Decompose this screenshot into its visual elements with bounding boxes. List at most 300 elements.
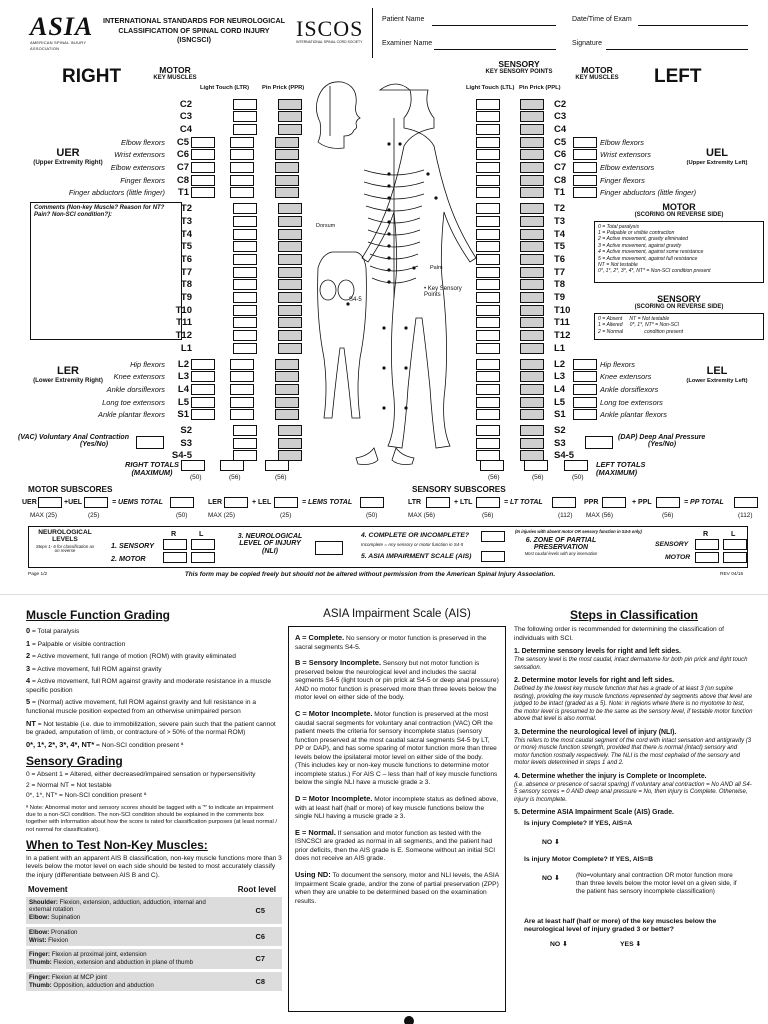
muscle-grade-item [26,639,282,650]
muscle-grade-text: = Palpable or visible contraction [30,640,126,648]
ais-box[interactable] [481,551,505,562]
left-motor-total-box[interactable] [564,460,588,471]
left-pin-prick-box[interactable] [520,216,544,227]
left-pp-total-box[interactable] [524,460,548,471]
right-light-touch-box[interactable] [233,267,257,278]
right-light-touch-box[interactable] [233,203,257,214]
left-row-t12 [476,330,573,342]
right-light-touch-box[interactable] [233,216,257,227]
left-row-s2 [476,425,573,437]
steps-title: Steps in Classification [569,608,699,622]
header-divider [372,8,373,58]
muscle-grade-key: 5 [26,697,31,707]
right-row-c2 [60,98,302,110]
classification-step [514,677,754,723]
ais-grade-key: E = Normal. [295,827,336,837]
muscle-grade-key: 3 [26,663,31,673]
movement-joint: Thumb: [29,981,52,989]
left-row-l4 [476,383,658,395]
lel-label: LEL (Lower Extremity Left) [686,365,748,384]
left-pin-prick-box[interactable] [520,330,544,341]
lel-subscore-box[interactable] [274,497,298,508]
vac-box[interactable] [136,436,164,449]
right-level-label: L2 [177,358,189,370]
muscle-grade-text: = Active movement, full range of motion (ROM) with gravity eliminated [30,653,236,661]
ler-label: LER (Lower Extremity Right) [33,365,103,384]
ais-grade-text: No sensory or motor function is preserved in the sacral segments S4-5. [295,635,487,651]
right-muscle-label: Finger abductors (little finger) [68,188,165,198]
right-light-touch-box[interactable] [233,254,257,265]
left-pin-prick-box[interactable] [520,267,544,278]
right-level-label: S3 [180,437,192,449]
classification-panel [28,526,748,568]
muscle-grade-key: 2 [26,651,31,661]
right-motor-score-box[interactable] [191,359,215,370]
motor-legend-item: 0 = Total paralysis [598,223,640,230]
movement-table-row [26,897,282,924]
right-muscle-label: Wrist extensors [114,150,165,160]
right-row-l1 [60,342,302,354]
left-level-label: T12 [554,330,571,342]
movement-desc: Flexion at MCP joint [49,973,107,981]
left-row-t7 [476,266,573,278]
step-heading: 4. Determine whether the injury is Complete or Incomplete. [514,772,707,780]
flow-q3: Are at least half (half or more) of the key muscles below the neurological level of injury graded 3 or better? [524,917,717,934]
left-level-label: T6 [554,253,566,265]
left-level-label: L2 [554,358,566,370]
step-body: This refers to the most caudal segment of the cord with intact sensation and antigravity (3 or more) muscle function strength, provided that there is normal (intact) sensory and motor function rostrally respectively. The NLI is the most cephalad of the sensory and motor levels determined in steps 1 and 2. [514,737,752,767]
left-level-label: C2 [554,98,567,110]
left-pin-prick-box[interactable] [520,397,544,408]
legs-back [318,252,367,418]
left-row-l2 [476,358,635,370]
flow-no3: NO ⬇ [550,940,568,948]
dap-field[interactable]: (DAP) Deep Anal Pressure (Yes/No) [618,434,706,448]
right-row-c4 [60,123,302,135]
right-muscle-label: Long toe extensors [102,397,165,407]
left-motor-score-box[interactable] [573,384,597,395]
right-level-label: L4 [177,383,189,395]
right-light-touch-box[interactable] [230,149,254,160]
right-muscle-label: Hip flexors [130,359,165,369]
left-level-label: T10 [554,304,571,316]
sensory-level-l-box[interactable] [191,539,215,550]
sensory-legend-item: 1 = Altered 0*, 1*, NT* = Non-SCI [598,322,680,329]
left-level-label: T5 [554,241,566,253]
left-pin-prick-box[interactable] [520,317,544,328]
zpp-l-header: L [731,529,736,538]
right-motor-score-box[interactable] [191,187,215,198]
muscle-grade-key: 1 [26,638,31,648]
left-level-label: T2 [554,203,566,215]
sensory-legend: SENSORY (SCORING ON REVERSE SIDE) 0 = Absent NT = Not testable 1 = Altered 0*, 1*, NT* = Non-SCI 2 = Normal condition present [594,295,764,340]
left-level-label: C7 [554,162,567,173]
right-light-touch-box[interactable] [233,425,257,436]
muscle-grade-key: 0 [26,626,31,635]
movement-line [29,914,229,922]
right-light-touch-box[interactable] [230,162,254,173]
right-light-touch-box[interactable] [230,397,254,408]
dorsum-label: Dorsum [316,223,336,229]
left-pin-prick-box[interactable] [520,371,544,382]
left-pin-prick-box[interactable] [520,359,544,370]
movement-table [26,885,282,992]
left-muscle-label: Finger flexors [600,175,645,185]
ais-grade-key: Using ND: [295,869,331,879]
ppl-subscore-box[interactable] [656,497,680,508]
left-motor-score-box[interactable] [573,359,597,370]
left-muscle-label: Wrist extensors [600,150,651,160]
right-light-touch-box[interactable] [233,241,257,252]
non-key-muscles-title: When to Test Non-Key Muscles: [26,837,208,852]
motor-legend-item: NT = Not testable [598,261,638,268]
right-level-label: L3 [177,371,189,383]
ais-label: 5. ASIA IMPAIRMENT SCALE (AIS) [361,553,472,560]
right-motor-score-box[interactable] [191,137,215,148]
left-pin-prick-box[interactable] [520,175,544,186]
step-heading: 1. Determine sensory levels for right and left sides. [514,648,681,656]
right-max-motor: (50) [190,474,202,481]
movement-joint: Elbow: [29,928,50,936]
ais-flowchart [514,818,754,968]
right-row-c5 [60,136,299,148]
arrow-down-icon: ⬇ [562,940,568,948]
right-lt-total-box[interactable] [220,460,244,471]
right-muscle-label: Ankle plantar flexors [98,410,165,420]
left-muscle-label: Finger abductors (little finger) [600,188,697,198]
left-pin-prick-box[interactable] [520,409,544,420]
motor-legend-item: 3 = Active movement, against gravity [598,242,682,249]
right-level-label: S4-5 [171,450,192,462]
muscle-grading-title: Muscle Function Grading [26,608,171,622]
root-level: C7 [255,954,265,964]
ais-grade-text: Motor function is preserved at the most caudal sacral segments for voluntary anal contraction (VAC) OR the patient meets the criteria for sensory incomplete status (sensory function preserved at the most caudal sacral segments S4-5 by LT, PP or DAP), and has some sparing of motor function more than three levels below the ipsilateral motor level on either side of the body. (This includes key or non-key muscle functions to determine motor incomplete status.) For AIS C – less than half of key muscle functions below the single NLI have a muscle grade ≥ 3. [295,710,498,787]
right-max-pp: (56) [275,474,287,481]
right-motor-score-box[interactable] [191,384,215,395]
right-level-label: C8 [176,174,189,186]
left-level-label: T11 [554,317,570,329]
right-light-touch-box[interactable] [233,279,257,290]
left-row-t4 [476,228,573,240]
flow-q2: Is injury Motor Complete? If YES, AIS=B [524,855,653,863]
sensory-grading-title: Sensory Grading [26,754,123,769]
flow-yes3: YES ⬇ [620,940,642,948]
muscle-grade-text: = Not testable (i.e. due to immobilization, severe pain such that the patient cannot be graded, amputation of limb, or contracture of > 50% of the normal ROM) [26,720,276,737]
ais-grade-key: A = Complete. [295,633,345,642]
movement-desc: Flexion [46,936,69,944]
zpp-note: (In injuries with absent motor OR sensory function in S4-5 only) [515,529,642,534]
right-light-touch-box[interactable] [233,99,257,110]
sensory-legend-item: 2 = Normal condition present [598,328,684,335]
left-max-motor: (50) [572,474,584,481]
complete-incomplete-box[interactable] [481,531,505,542]
right-muscle-label: Elbow flexors [121,137,165,147]
ais-grade-item [295,828,499,864]
left-muscle-label: Long toe extensors [600,397,663,407]
left-max-pp: (56) [532,474,544,481]
movement-line [29,982,229,990]
right-light-touch-box[interactable] [233,438,257,449]
left-lt-total-box[interactable] [480,460,504,471]
right-light-touch-box[interactable] [233,330,257,341]
flow-q2-note: (No=voluntary anal contraction OR motor function more than three levels below the motor level on a given side, if the patient has sensory incomplete classification) [576,871,737,895]
left-row-c7 [476,162,654,174]
left-level-label: S4-5 [554,450,575,462]
motor-legend-item: 0*, 1*, 2*, 3*, 4*, NT* = Non-SCI condition present [598,268,711,275]
lt-total-box[interactable] [552,497,576,508]
left-row-c2 [476,98,573,110]
left-level-label: T1 [554,187,566,199]
right-level-label: C6 [176,149,189,161]
zpp-motor-label: MOTOR [665,554,691,561]
left-motor-score-box[interactable] [573,175,597,186]
left-pin-prick-box[interactable] [520,124,544,135]
zpp-r-header: R [703,529,709,538]
left-pin-prick-box[interactable] [520,305,544,316]
left-muscle-label: Ankle plantar flexors [600,410,667,420]
right-level-label: C7 [176,162,189,173]
movement-desc: Flexion, extension and abduction in plane of thumb [51,959,194,966]
muscle-grade-text: = Active movement, full ROM against gravity and moderate resistance in a muscle specific position [26,678,272,694]
right-row-s1 [60,409,299,421]
dap-box[interactable] [585,436,613,449]
palm-label: Palm [430,265,443,271]
uems-total-box[interactable] [170,497,194,508]
left-pin-prick-box[interactable] [520,438,544,449]
right-level-label: S2 [180,425,192,436]
left-level-label: T8 [554,279,566,291]
right-level-label: T1 [177,187,189,199]
right-light-touch-box[interactable] [230,187,254,198]
left-motor-score-box[interactable] [573,371,597,382]
left-row-t9 [476,292,573,304]
left-level-label: T9 [554,292,566,303]
left-pin-prick-box[interactable] [520,279,544,290]
left-pin-prick-box[interactable] [520,292,544,303]
movement-joint: Elbow: [29,914,50,921]
comments-box[interactable]: Comments (Non-key Muscle? Reason for NT? Pain? Non-SCI condition?): [30,202,182,340]
left-pin-prick-box[interactable] [520,99,544,110]
right-motor-score-box[interactable] [191,371,215,382]
page-dot [404,1016,414,1024]
left-pin-prick-box[interactable] [520,384,544,395]
right-light-touch-box[interactable] [233,124,257,135]
ais-title: ASIA Impairment Scale (AIS) [323,608,471,620]
right-level-label: C4 [179,123,192,135]
left-pin-prick-box[interactable] [520,149,544,160]
movement-line [29,974,229,982]
patient-name-field[interactable]: Patient Name [382,16,558,23]
right-light-touch-box[interactable] [230,175,254,186]
non-key-muscles-text: In a patient with an apparent AIS B classification, non-key muscle functions more than 3 levels below the motor level on each side should be tested to most accurately classify the injury (differentiate between AIS B and C). [26,854,282,879]
right-light-touch-box[interactable] [233,317,257,328]
ltl-subscore-box[interactable] [476,497,500,508]
movement-desc: Flexion at proximal joint, extension [49,951,147,959]
iscos-logo: ISCOS INTERNATIONAL SPINAL CORD SOCIETY [296,16,364,44]
signature-field[interactable]: Signature [572,40,752,47]
step-body: The sensory level is the most caudal, intact dermatome for both pin prick and light touch sensation. [514,657,748,671]
right-light-touch-box[interactable] [233,111,257,122]
movement-cell [29,974,229,990]
root-level: C8 [255,976,265,986]
exam-date-field[interactable]: Date/Time of Exam [572,16,752,23]
left-motor-score-box[interactable] [573,162,597,173]
movement-table-header: Movement Root level [28,884,276,894]
movement-desc: Pronation [49,928,78,936]
ppl-column-header: Pin Prick (PPL) [519,85,561,91]
movement-line [29,937,229,945]
muscle-grade-text: = Total paralysis [30,628,80,635]
right-light-touch-box[interactable] [233,305,257,316]
uel-subscore-box[interactable] [84,497,108,508]
left-pin-prick-box[interactable] [520,241,544,252]
left-row-c6 [476,149,651,161]
ltr-subscore-box[interactable] [426,497,450,508]
left-motor-score-box[interactable] [573,187,597,198]
movement-cell [29,951,229,967]
right-level-label: C2 [179,98,192,110]
movement-table-row [26,972,282,992]
uer-subscore-box[interactable] [38,497,62,508]
left-muscle-label: Hip flexors [600,359,635,369]
movement-table-row [26,927,282,947]
right-motor-score-box[interactable] [191,149,215,160]
ppr-subscore-box[interactable] [602,497,626,508]
ais-grade-item [295,658,499,703]
motor-legend-item: 5 = Active movement, against full resistance [598,255,698,262]
nli-box[interactable] [315,541,343,555]
left-pin-prick-box[interactable] [520,343,544,354]
muscle-grade-item [26,676,282,695]
left-row-t5 [476,241,573,253]
movement-desc: Supination [49,914,81,921]
ltr-column-header: Light Touch (LTR) [200,85,250,91]
examiner-name-field[interactable]: Examiner Name [382,40,558,47]
motor-level-r-box[interactable] [163,552,187,563]
left-pin-prick-box[interactable] [520,425,544,436]
ltl-column-header: Light Touch (LTL) [466,85,515,91]
sensory-level-r-box[interactable] [163,539,187,550]
ler-subscore-box[interactable] [224,497,248,508]
left-row-s3 [476,437,573,449]
movement-cell [29,899,229,922]
right-level-label: C5 [176,136,189,148]
ais-grade-key: D = Motor Incomplete. [295,794,373,803]
motor-legend-item: 1 = Palpable or visible contraction [598,230,675,237]
muscle-grade-text: = (Normal) active movement, full ROM against gravity and full resistance in a functional muscle position expected from an otherwise unimpaired person [26,699,257,715]
right-light-touch-box[interactable] [233,292,257,303]
right-light-touch-box[interactable] [230,384,254,395]
right-level-label: L5 [177,396,189,408]
zpp-motor-l-box[interactable] [723,552,747,563]
lems-total-box[interactable] [360,497,384,508]
motor-legend-item: 4 = Active movement, against some resistance [598,249,704,256]
left-pin-prick-box[interactable] [520,187,544,198]
muscle-grade-item [26,740,282,751]
right-light-touch-box[interactable] [230,359,254,370]
form-title: INTERNATIONAL STANDARDS FOR NEUROLOGICAL CLASSIFICATION OF SPINAL CORD INJURY (ISNCSCI) [102,16,286,45]
copyright-notice: This form may be copied freely but should not be altered without permission from the American Spinal Injury Association. [184,571,556,578]
left-motor-score-box[interactable] [573,409,597,420]
left-pin-prick-box[interactable] [520,137,544,148]
pp-total-box[interactable] [734,497,758,508]
left-level-label: L4 [554,383,566,395]
movement-line [29,899,229,915]
right-light-touch-box[interactable] [230,371,254,382]
zpp-motor-r-box[interactable] [695,552,719,563]
left-pin-prick-box[interactable] [520,111,544,122]
right-light-touch-box[interactable] [230,409,254,420]
sensory-subscores-max-row: MAX (56) (56) (112) MAX (56) (56) (112) [408,512,753,519]
zpp-sensory-r-box[interactable] [695,539,719,550]
right-pp-total-box[interactable] [265,460,289,471]
motor-legend-item: 2 = Active movement, gravity eliminated [598,236,688,243]
movement-line [29,951,229,959]
left-pin-prick-box[interactable] [520,203,544,214]
right-motor-score-box[interactable] [191,409,215,420]
muscle-grade-text: = Active movement, full ROM against gravity [30,665,162,673]
right-level-label: S1 [177,409,189,421]
left-pin-prick-box[interactable] [520,162,544,173]
left-motor-score-box[interactable] [573,397,597,408]
movement-line [29,959,229,967]
ais-section [288,608,506,1012]
flow-no2: NO ⬇ [542,874,560,882]
right-muscle-label: Knee extensors [113,372,165,382]
left-muscle-label: Ankle dorsiflexors [600,384,659,394]
zpp-sensory-l-box[interactable] [723,539,747,550]
left-pin-prick-box[interactable] [520,229,544,240]
left-row-t8 [476,279,573,291]
vac-field[interactable]: (VAC) Voluntary Anal Contraction (Yes/No) [18,434,129,448]
ais-grade-text: If sensation and motor function as tested with the ISNCSCI are graded as normal in all segments, and the patient had prior deficits, then the AIS grade is E. Someone without an initial SCI does not receive an AIS grade. [295,829,496,863]
left-row-l3 [476,371,651,383]
asia-logo [30,14,108,50]
right-motor-score-box[interactable] [191,175,215,186]
right-light-touch-box[interactable] [233,343,257,354]
right-level-label: T5 [180,241,192,253]
right-motor-total-box[interactable] [181,460,205,471]
left-muscle-label: Elbow extensors [600,163,655,172]
right-motor-score-box[interactable] [191,162,215,173]
right-muscle-label: Finger flexors [120,175,165,185]
left-level-label: C3 [554,111,567,123]
movement-joint: Shoulder: [29,898,58,906]
motor-subscores-row: UER +UEL = UEMS TOTAL LER + LEL = LEMS TOTAL [22,497,392,511]
left-level-label: C4 [554,123,567,135]
right-motor-score-box[interactable] [191,397,215,408]
left-pin-prick-box[interactable] [520,254,544,265]
worksheet-page-2 [0,600,768,1024]
left-motor-score-box[interactable] [573,149,597,160]
right-light-touch-box[interactable] [230,137,254,148]
sensory-legend-item: 0 = Absent NT = Not testable [598,315,670,322]
left-level-label: C6 [554,149,567,161]
motor-level-l-box[interactable] [191,552,215,563]
ais-grade-item [295,870,499,906]
left-level-label: C8 [554,174,567,186]
sensory-grade-item: 0*, 1*, NT* = Non-SCI condition present ª [26,792,147,800]
right-level-label: T12 [175,330,192,342]
right-level-label: T4 [180,228,192,240]
left-row-c4 [476,123,573,135]
complete-note: Incomplete = Any sensory or motor function in S4-5 [361,542,464,547]
right-light-touch-box[interactable] [233,229,257,240]
asia-logo-sub: AMERICAN SPINAL INJURY ASSOCIATION [30,40,87,51]
asia-logo-text: ASIA [30,12,94,41]
non-sci-note: ª Note: Abnormal motor and sensory scores should be tagged with a '*' to indicate an impairment due to a non-SCI condition. The non-SCI condition should be explained in the comments box together with information about how the score is rated for classification purposes (at least normal / not normal for classification). [26,804,278,833]
left-motor-score-box[interactable] [573,137,597,148]
